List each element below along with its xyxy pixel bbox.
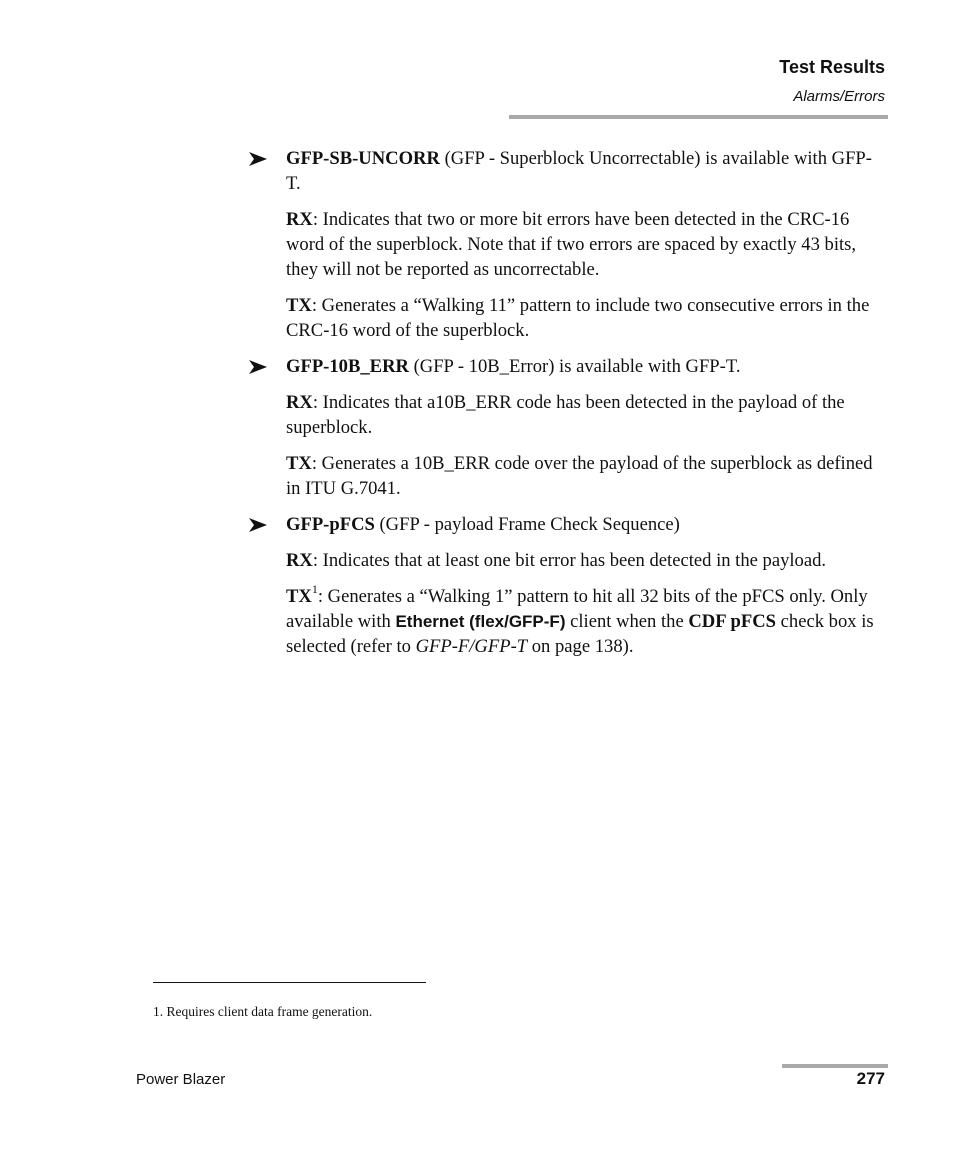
rx-text: : Indicates that at least one bit error has been detected in the payload.	[312, 550, 827, 571]
rx-text: : Indicates that a10B_ERR code has been detected in the payload of the superblock.	[286, 392, 845, 438]
tx-client-name: Ethernet (flex/GFP-F)	[395, 612, 566, 631]
item-term: GFP-10B_ERR	[286, 356, 409, 377]
arrowhead-icon	[249, 146, 269, 171]
footer-product-name: Power Blazer	[136, 1071, 226, 1088]
tx-text: : Generates a “Walking 11” pattern to include two consecutive errors in the CRC-16 word of the superblock.	[286, 295, 870, 341]
item-term: GFP-SB-UNCORR	[286, 148, 440, 169]
tx-text: client when the	[565, 611, 689, 632]
tx-text: on page 138).	[527, 636, 634, 657]
tx-paragraph	[286, 581, 886, 659]
tx-paragraph	[286, 451, 886, 501]
arrowhead-icon	[249, 512, 269, 537]
tx-text: check box is selected (refer to	[286, 611, 874, 657]
footer-rule	[782, 1064, 888, 1068]
footnote-rule	[153, 982, 426, 983]
page-number: 277	[856, 1069, 885, 1088]
tx-checkbox-name: CDF pFCS	[688, 611, 777, 632]
arrowhead-icon	[249, 354, 269, 379]
tx-paragraph	[286, 293, 886, 343]
rx-text: : Indicates that two or more bit errors have been detected in the CRC-16 word of the superblock. Note that if two errors are spaced by exactly 43 bits, they will not be reported as uncorrectable.	[286, 209, 857, 280]
item-heading	[286, 512, 886, 537]
list-item-gfp-10b-err	[286, 354, 886, 501]
header-subtitle: Alarms/Errors	[793, 88, 885, 105]
rx-paragraph	[286, 390, 886, 440]
footnote: 1. Requires client data frame generation.	[153, 1004, 373, 1019]
header-title: Test Results	[779, 57, 885, 77]
item-description: (GFP - 10B_Error) is available with GFP-T.	[408, 356, 741, 377]
footnote-marker[interactable]: 1	[311, 581, 318, 596]
tx-label: TX	[286, 586, 312, 607]
main-content	[286, 146, 886, 670]
list-item-gfp-sb-uncorr	[286, 146, 886, 343]
rx-label: RX	[286, 392, 313, 413]
rx-paragraph	[286, 207, 886, 282]
tx-text: : Generates a “Walking 1” pattern to hit all 32 bits of the pFCS only. Only available with	[286, 586, 868, 632]
cross-reference-link[interactable]: GFP-F/GFP-T	[415, 636, 528, 657]
item-term: GFP-pFCS	[286, 514, 375, 535]
item-heading	[286, 354, 886, 379]
rx-paragraph	[286, 548, 886, 573]
list-item-gfp-pfcs	[286, 512, 886, 659]
header-rule	[509, 115, 888, 119]
item-description: (GFP - Superblock Uncorrectable) is available with GFP-T.	[286, 148, 872, 194]
item-heading	[286, 146, 886, 196]
rx-label: RX	[286, 209, 313, 230]
tx-label: TX	[286, 453, 312, 474]
item-description: (GFP - payload Frame Check Sequence)	[374, 514, 680, 535]
tx-text: : Generates a 10B_ERR code over the payload of the superblock as defined in ITU G.7041.	[286, 453, 873, 499]
rx-label: RX	[286, 550, 313, 571]
tx-label: TX	[286, 295, 312, 316]
